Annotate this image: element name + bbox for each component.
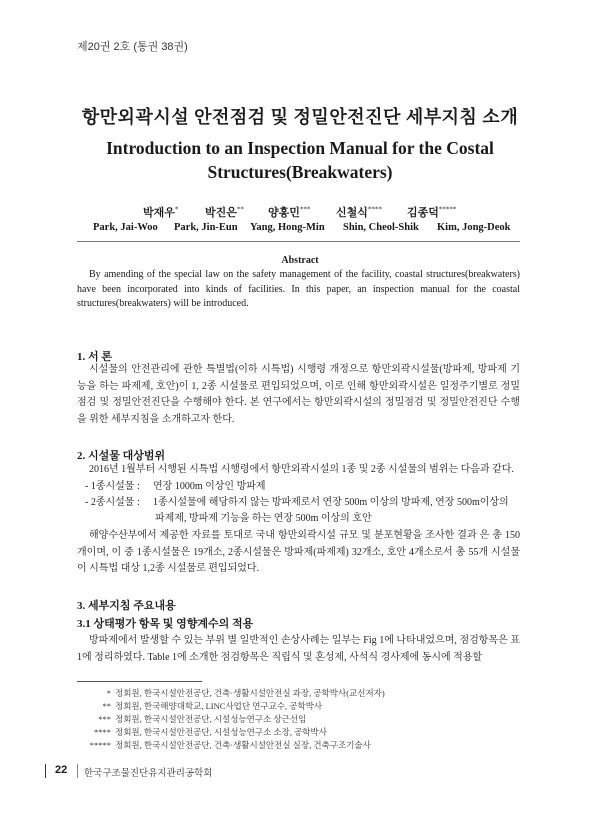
section-3-1-text: 방파제에서 발생할 수 있는 부위 별 일반적인 손상사례는 일부는 Fig 1에 나타내었으며, 점검항목은 표 1에 정리하였다. Table 1에 소개한 점검항목은 직립식 및 혼성제, 사석식 경사제에 동시에 적용할 (77, 635, 520, 663)
footnote-5: ***** 정회원, 한국시설안전공단, 건축·생활시설안전실 실장, 건축구조기술사 (89, 740, 371, 750)
author-korean-4: 신철식**** (336, 205, 382, 219)
author-english-3: Yang, Hong-Min (250, 222, 325, 233)
page-number: 22 (55, 764, 68, 776)
header-divider (77, 241, 520, 242)
section-2-text: 해양수산부에서 제공한 자료를 토대로 국내 항만외곽시설 규모 및 분포현황을 조사한 결과 은 총 150개이며, 이 중 1종시설물은 19개소, 2종시설물은 방파제(파제제) 32개소, 호안 4개소로서 총 55개 시설물이 시특법 대상 1,2종 시설물로 편입되었다. (77, 530, 520, 574)
section-2-heading: 2. 시설물 대상범위 (77, 450, 166, 462)
footnote-1: * 정회원, 한국시설안전공단, 건축·생활시설안전실 과장, 공학박사(교신저자) (106, 688, 385, 698)
list-item-class-1 (85, 479, 520, 495)
list-text: 연장 1000m 이상인 방파제 (153, 481, 266, 492)
abstract-text: By amending of the special law on the safety management of the facility, coastal structures(breakwaters) have been incorporated into kinds of facilities. In this paper, an inspection manual for the coastal structures(breakwaters) will be introduced. (77, 269, 520, 309)
author-english-4: Shin, Cheol-Shik (343, 222, 419, 233)
footnote-2: ** 정회원, 한국해양대학교, LINC사업단 연구교수, 공학박사 (102, 701, 323, 711)
list-text: 1종시설물에 해당하지 않는 방파제로서 연장 500m 이상의 방파제, 연장 500m이상의 (153, 497, 509, 508)
footnote-4: **** 정회원, 한국시설안전공단, 시설성능연구소 소장, 공학박사 (94, 727, 327, 737)
footnote-3: *** 정회원, 한국시설안전공단, 시설성능연구소 상근선임 (98, 714, 307, 724)
footer-separator (77, 764, 78, 778)
footer-left-bar (45, 764, 46, 778)
section-1-heading: 1. 서 론 (77, 351, 113, 363)
author-korean-3: 양홍민*** (268, 205, 311, 219)
title-english: Introduction to an Inspection Manual for the Costal Structures(Breakwaters) (106, 138, 494, 182)
section-3-heading: 3. 세부지침 주요내용 (77, 600, 176, 612)
abstract-heading: Abstract (281, 255, 319, 266)
author-english-1: Park, Jai-Woo (93, 222, 158, 233)
list-item-class-2 (85, 495, 520, 511)
author-english-5: Kim, Jong-Deok (437, 222, 511, 233)
section-1-text: 시설물의 안전관리에 관한 특별법(이하 시특법) 시행령 개정으로 항만외곽시설물(방파제, 방파제 기능을 하는 파제제, 호안)이 1, 2종 시설물로 편입되었으며, 이로 인해 항만외곽시설은 일정주기별로 정밀점검 및 정밀안전진단을 수행해야 한다. 본 연구에서는 항만외곽시설의 정밀점검 및 정밀안전진단 수행을 위한 세부지침을 소개하고자 한다. (77, 364, 520, 425)
running-head: 제20권 2호 (통권 38권) (77, 41, 188, 53)
author-english-2: Park, Jin-Eun (174, 222, 238, 233)
list-label: - 1종시설물 : (85, 481, 140, 492)
section-2-intro: 2016년 1월부터 시행된 시특법 시행령에서 항만외곽시설의 1종 및 2종 시설물의 범위는 다음과 같다. (89, 464, 514, 475)
footnote-divider (77, 681, 202, 682)
journal-name: 한국구조물진단유지관리공학회 (84, 768, 213, 779)
title-korean: 항만외곽시설 안전점검 및 정밀안전진단 세부지침 소개 (81, 107, 519, 127)
subsection-3-1-heading: 3.1 상태평가 항목 및 영향계수의 적용 (77, 618, 254, 630)
list-item-class-2-continued: 파제제, 방파제 기능을 하는 연장 500m 이상의 호안 (155, 513, 372, 524)
author-korean-2: 박진은** (205, 205, 244, 219)
author-korean-5: 김종덕***** (407, 205, 457, 219)
author-korean-1: 박재우* (143, 205, 179, 219)
list-label: - 2종시설물 : (85, 497, 140, 508)
